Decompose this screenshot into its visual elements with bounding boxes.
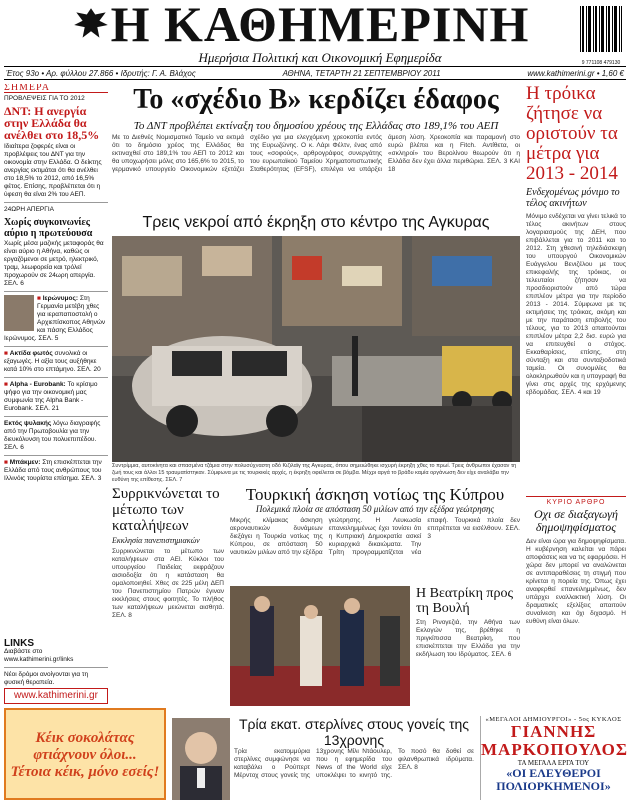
prison-head[interactable]: Εκτός ψυλακής [4, 420, 52, 427]
protest-sub: Εκκλησία πανεπιστημιακών [112, 536, 200, 545]
beatrice-body: Στη Ρινογεζιά, την Αθήνα των Εκλογών της, βρέθηκε η πριγκίπισσα Βεατρίκη, που επισκέπτεται την Ελλάδα για την εκδήλωση του Ιδρύματος. ΣΕΛ. 6 [416, 619, 520, 658]
site-price: www.kathimerini.gr • 1,60 € [527, 68, 624, 78]
links-box [4, 640, 108, 687]
date-line: ΑΘΗΝΑ, ΤΕΤΑΡΤΗ 21 ΣΕΠΤΕΜΒΡΙΟΥ 2011 [282, 68, 441, 78]
ieronymos-head[interactable]: Ιερώνυμος: [42, 295, 79, 302]
ankara-caption: Συντρίμμια, αυτοκίνητα και σπασμένα τζάμια στην πολυσύχναστη οδό Κιζιλαϊγ της Αγκυρας, όπου σημειώθηκε ισχυρή έκρηξη χθες το πρωί. Τρεις άνθρωποι έχασαν τη ζωή τους και άλλοι 15 τραυματίστηκαν. Σύμφωνα με τις τουρκικές αρχές, η έκρηξη οφείλεται σε βόμβα. Μέχρι αργά το βράδυ καμία οργάνωση δεν είχε αναλάβει την ευθύνη της επίθεσης. ΣΕΛ. 7 [112, 463, 517, 483]
eagle-logo-icon [70, 4, 112, 46]
main-body: Με το Διεθνές Νομισματικό Ταμείο να εκτιμά ότι το δημόσιο χρέος της Ελλάδας θα εκτιναχθεί στο 189,1% του ΑΕΠ το 2012 και θα υποχωρήσει μόλις στο 165,6% το 2015, το γερμανικό υπουργείο Οικονομικών εξετάζει σχέδιο για μια ελεγχόμενη χρεοκοπία εντός της Ευρωζώνης. Ο κ. Λάρι Φέλτν, ένας από τους «σοφούς», αρθρογράφος συνεργάτης του ευρωπαϊκού Ταμείου Χρηματοπιστωτικής Σταθερότητας (EFSF), επιλέγει να υπάρξει άμεση λύση. Χρεοκοπία και παραμονή στο ευρώ βλέπει και η Fitch. Αντίθετα, οι «σκληροί» του Βερολίνου θεωρούν ότι η Ελλάδα δεν έχει άλλα περιθώρια. ΣΕΛ. 3 ΚΑΙ 18 [112, 134, 520, 173]
book-title: «ΟΙ ΕΛΕΥΘΕΡΟΙ ΠΟΛΙΟΡΚΗΜΕΝΟΙ» [496, 766, 611, 793]
turkey-story [230, 486, 520, 740]
bullet-icon: ■ [37, 295, 41, 302]
exports-body: συνολικά οι εξαγωγές. Η αξία τους αυξήθηκε κατά 10% στο επτάμηνο. ΣΕΛ. 20 [4, 350, 101, 373]
murdoch-body: Τρία εκατομμύρια στερλίνες συμφώνησε να καταβάλει ο Ρούπερτ Μέρντοχ στους γονείς της 13χρονης Μίλι Ντάουλερ, που η εφημερίδα του News of the World είχε υποκλέψει το κινητό της. Το ποσό θα δοθεί σε φιλανθρωπικά ιδρύματα. ΣΕΛ. 8 [234, 748, 474, 779]
bullet-icon: ■ [4, 350, 8, 357]
protest-headline[interactable]: Συρρικνώνεται το μέτωπο των καταλήψεων [112, 486, 220, 534]
protest-body: Συρρικνώνεται το μέτωπο των καταλήψεων στα ΑΕΙ. Κύκλοι του υπουργείου Παιδείας εκφράζουν αισιοδοξία ότι η κατάσταση θα ομαλοποιηθεί. Χθες σε 225 μέλη ΔΕΠ του Πανεπιστημίου Πατρών έγιναν εκκλήσεις στους φοιτητές. Το πλήθος των καταλήψεων μειώνεται αισθητά. ΣΕΛ. 8 [112, 548, 224, 619]
book-mid: ΤΑ ΜΕΓΑΛΑ ΕΡΓΑ ΤΟΥ [517, 759, 590, 767]
book-advert[interactable] [480, 716, 626, 800]
links-heading: LINKS [4, 638, 34, 649]
cake-advert[interactable] [4, 708, 166, 800]
ankara-headline[interactable]: Τρεις νεκροί από έκρηξη στο κέντρο της Αγκυρας [142, 214, 490, 231]
murdoch-story [234, 716, 474, 800]
editorial [526, 496, 626, 716]
turkey-sub: Πολεμικά πλοία σε απόσταση 50 μιλίων από την εξέδρα γεώτρησης [255, 504, 495, 514]
murdoch-headline[interactable]: Τρία εκατ. στερλίνες στους γονείς της 13χρονης [238, 716, 470, 748]
forecast-label: ΠΡΟΒΛΕΨΕΙΣ ΓΙΑ ΤΟ 2012 [4, 95, 85, 102]
alpha-body: Το κρίσιμο ψήφο για την οικονομική μας συμφωνία της Alpha Bank - Eurobank. ΣΕΛ. 21 [4, 381, 98, 412]
issue-info: Έτος 93ο • Αρ. φύλλου 27.866 • Ιδρυτής: Γ. Α. Βλάχος [6, 68, 196, 78]
turkey-body: Μικρής κλίμακας άσκηση αεροναυτικών δυνάμεων διεξάγει η Τουρκία νοτίως της Κύπρου, σε απόσταση 50 ναυτικών μιλίων από την εξέδρα γεώτρησης. Η Λευκωσία επανειλημμένως έχει τονίσει ότι η Κυπριακή Δημοκρατία ασκεί κυριαρχικά δικαιώματα. Την Τρίτη προγραμματίζεται νέα επαφή. Τουρκικά πλοία δεν επιτρέπεται να εισέλθουν. ΣΕΛ. 3 [230, 517, 520, 556]
beatrice-story [416, 586, 520, 736]
editorial-headline[interactable]: Οχι σε διαξαγωγή δημοψηφίσματος [534, 507, 618, 534]
info-bar [4, 66, 626, 80]
main-subheadline: Το ΔΝΤ προβλέπει εκτίναξη του δημοσίου χρέους της Ελλάδας στο 189,1% του ΑΕΠ [133, 120, 499, 132]
barcode-number: 9 771108 479130 [581, 60, 621, 66]
main-headline[interactable]: Το «σχέδιο Β» κερδίζει έδαφος [133, 84, 499, 115]
barcode [578, 4, 624, 66]
cake-line-3: Τέτοια κέικ, μόνο εσείς! [10, 764, 160, 780]
editorial-body: Δεν είναι ώρα για δημοψηφίσματα. Η κυβέρνηση καλείται να πάρει αποφάσεις και να τις εφαρμόσει. Η χώρα δεν μπορεί να αναλώνεται σε αντιπαραθέσεις τη στιγμή που κρίνεται η πορεία της. Όπως έχει αναφερθεί επανειλημμένως, δεν υπάρχει εναλλακτική λύση. Οι δραματικές εξελίξεις απαιτούν συναίνεση και όχι διχασμό. Η ευθύνη είναι όλων. [526, 538, 626, 625]
strike-headline[interactable]: Χωρίς συγκοινωνίες αύριο η πρωτεύουσα [4, 217, 93, 239]
ieronymos-body: Στη Γερμανία μετέβη χθες για ιεραπαποστολή ο Αρχιεπίσκοπος Αθηνών και πάσης Ελλάδος Ιερώνυμος. ΣΕΛ. 5 [4, 295, 106, 342]
exports-head[interactable]: Ακτίδα φωτός [9, 350, 53, 357]
left-column [4, 84, 108, 714]
archbishop-photo [4, 295, 34, 331]
editorial-label: ΚΥΡΙΟ ΑΡΘΡΟ [546, 499, 606, 506]
strike-body: Χωρίς μέσα μαζικής μεταφοράς θα είναι αύριο η Αθήνα, καθώς οι εργαζόμενοι σε μετρό, ηλεκτρικό, τραμ, λεωφορεία και τρόλεϊ προχωρούν σε 24ωρη απεργία. ΣΕΛ. 6 [4, 240, 104, 287]
bachmann-head[interactable]: Μπάκμεν: [9, 459, 41, 466]
cake-line-2: φτιάχνουν όλοι... [33, 747, 137, 763]
section-today: ΣΗΜΕΡΑ [4, 84, 108, 93]
links-more[interactable]: Νέοι δρόμοι ανοίγονται για τη φυσική θεραπεία. [4, 671, 89, 686]
book-author: ΓΙΑΝΝΗΣ ΜΑΡΚΟΠΟΥΛΟΣ [481, 722, 628, 759]
imf-lead-body: Ιδιαίτερα ζοφερές είναι οι προβλέψεις του ΔΝΤ για την οικονομία στην Ελλάδα. Ο δείκτης ανεργίας εκτιμάται ότι θα ανέλθει στο 18,5% το 2012, από 16,5% φέτος. Επίσης, προβλέπεται ότι η ύφεση θα είναι 2% του ΑΕΠ. [4, 143, 102, 198]
bullet-icon: ■ [4, 381, 8, 388]
website-link[interactable]: www.kathimerini.gr [4, 688, 108, 704]
troika-sub: Ενδεχομένως μόνιμο το τέλος ακινήτων [526, 187, 620, 209]
beatrice-headline[interactable]: Η Βεατρίκη προς τη Βουλή [416, 586, 514, 616]
newspaper-title: Η ΚΑΘΗΜΕΡΙΝΗ [110, 0, 530, 52]
cake-line-1: Κέικ σοκολάτας [35, 730, 135, 746]
links-body[interactable]: Διαβάστε στο www.kathimerini.gr/links [4, 648, 74, 663]
protest-story [112, 486, 224, 740]
murdoch-photo [172, 718, 230, 800]
newspaper-subtitle: Ημερήσια Πολιτική και Οικονομική Εφημερίδα [198, 50, 442, 65]
prison-body: λόγω διαγραφής από την Πρωτοβουλία για την διευκόλυνση του πολυεπιπέδου. ΣΕΛ. 6 [4, 420, 101, 451]
troika-headline[interactable]: Η τρόικα ζήτησε να οριστούν τα μέτρα για 2013 - 2014 [526, 84, 618, 184]
troika-body: Μόνιμο ενδέχεται να γίνει τελικά το τέλος ακινήτων στους λογαριασμούς της ΔΕΗ, που επιβάλλεται για το 2011 και το 2012. Στη χθεσινή τηλεδιάσκεψη του υπουργού Οικονομικών Ευάγγελου Βενιζέλου με τους επικεφαλής της τρόικας, οι τελευταίοι ζήτησαν να προσδιοριστούν από τώρα επιπλέον μέτρα για την περίοδο 2013 - 2014. Σύμφωνα με τις εκτιμήσεις της τρόικας, ακόμη και με την παράταση επιβολής του τέλους, για το 2013 απαιτούνται επιπλέον μέτρα 2,2 δισ. ευρώ για να επιτευχθεί ο στόχος. Εκκαθαρίσεις, επίσης, στη σύνταξη και στα συνταξιοδοτικά ταμεία. Οι συνομιλίες θα ολοκληρωθούν και η υπογραφή θα γίνει στις αρχές της ερχόμενης εβδομάδας. ΣΕΛ. 4 και 19 [526, 213, 626, 396]
turkey-headline[interactable]: Τουρκική άσκηση νοτίως της Κύπρου [245, 486, 505, 504]
imf-lead-headline[interactable]: ΔΝΤ: Η ανεργία στην Ελλάδα θα ανέλθει στο 18,5% [4, 104, 100, 142]
beatrice-photo [230, 586, 410, 706]
bullet-icon: ■ [4, 459, 8, 466]
bachmann-body: Στη επισκέπτεται την Ελλάδα από τους ανθρώπους του Ιλλινόις τουρίστα επίσημα. ΣΕΛ. 3 [4, 459, 102, 482]
book-series: «ΜΕΓΑΛΟΙ ΔΗΜΙΟΥΡΓΟΙ» - 5ος ΚΥΚΛΟΣ [485, 716, 622, 723]
ankara-photo [112, 236, 520, 462]
strike-label: 24ΩΡΗ ΑΠΕΡΓΙΑ [4, 206, 54, 213]
alpha-head[interactable]: Alpha - Eurobank: [9, 381, 66, 388]
